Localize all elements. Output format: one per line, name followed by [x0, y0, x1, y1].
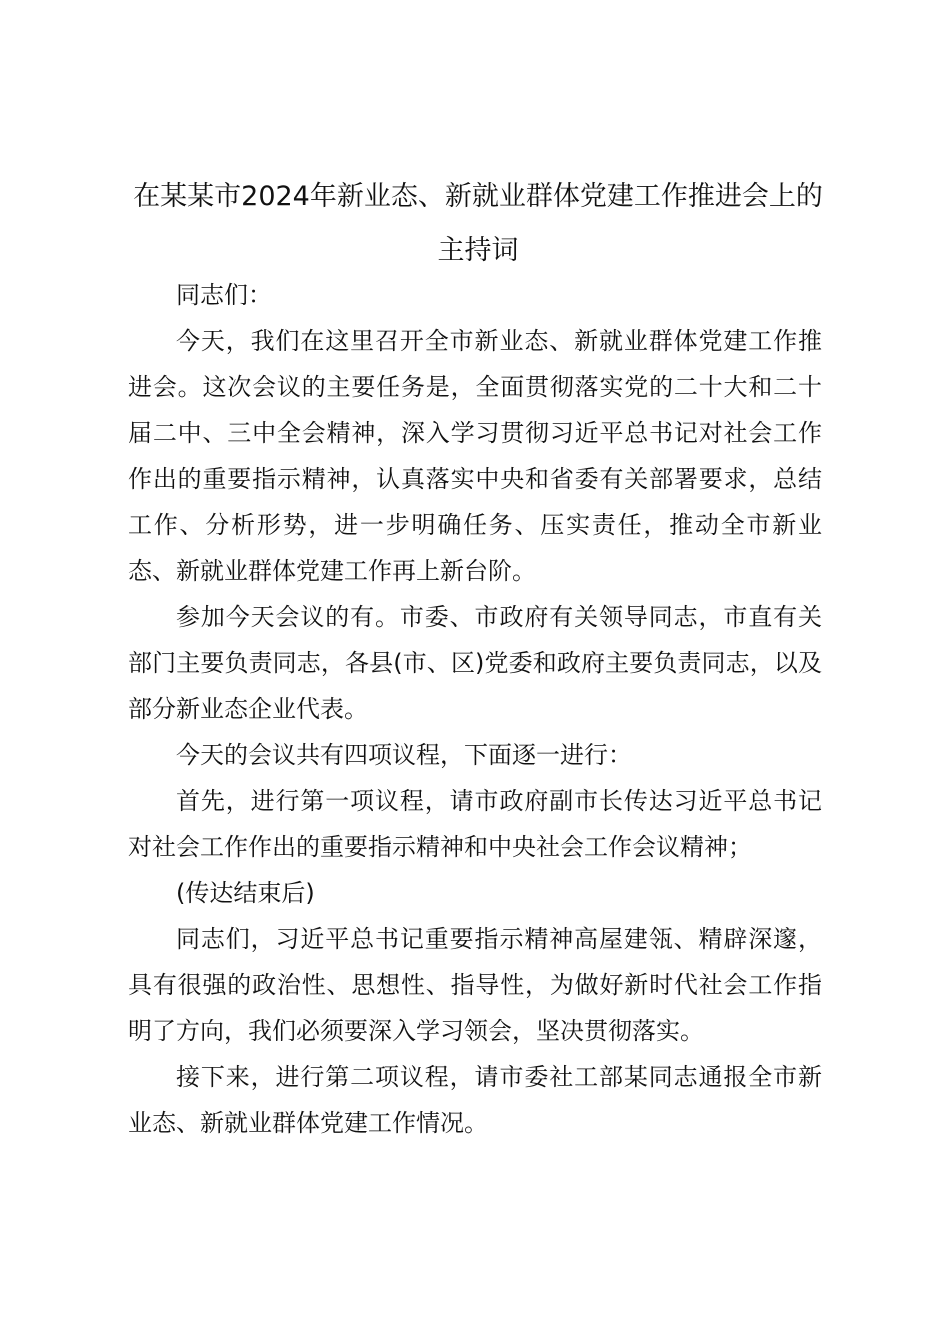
- paragraph-stage-note: (传达结束后): [176, 879, 315, 907]
- paragraph-agenda-item-1: 首先，进行第一项议程，请市政府副市长传达习近平总书记对社会工作作出的重要指示精神和中央社会工作会议精神；: [128, 787, 822, 861]
- paragraph-agenda-intro: 今天的会议共有四项议程，下面逐一进行：: [176, 741, 632, 769]
- paragraph-attendees: 参加今天会议的有。市委、市政府有关领导同志，市直有关部门主要负责同志，各县(市、区)党委和政府主要负责同志，以及部分新业态企业代表。: [128, 603, 822, 723]
- paragraph-remarks: 同志们，习近平总书记重要指示精神高屋建瓴、精辟深邃，具有很强的政治性、思想性、指导性，为做好新时代社会工作指明了方向，我们必须要深入学习领会，坚决贯彻落实。: [128, 925, 822, 1045]
- paragraph-meeting-purpose: 今天，我们在这里召开全市新业态、新就业群体党建工作推进会。这次会议的主要任务是，全面贯彻落实党的二十大和二十届二中、三中全会精神，深入学习贯彻习近平总书记对社会工作作出的重要指示精神，认真落实中央和省委有关部署要求，总结工作、分析形势，进一步明确任务、压实责任，推动全市新业态、新就业群体党建工作再上新台阶。: [128, 327, 822, 585]
- paragraph-agenda-item-2: 接下来，进行第二项议程，请市委社工部某同志通报全市新业态、新就业群体党建工作情况。: [128, 1063, 822, 1137]
- document-body: [128, 272, 822, 1146]
- document-title: 在某某市2024年新业态、新就业群体党建工作推进会上的主持词: [133, 181, 823, 266]
- paragraph-salutation: 同志们：: [176, 281, 272, 309]
